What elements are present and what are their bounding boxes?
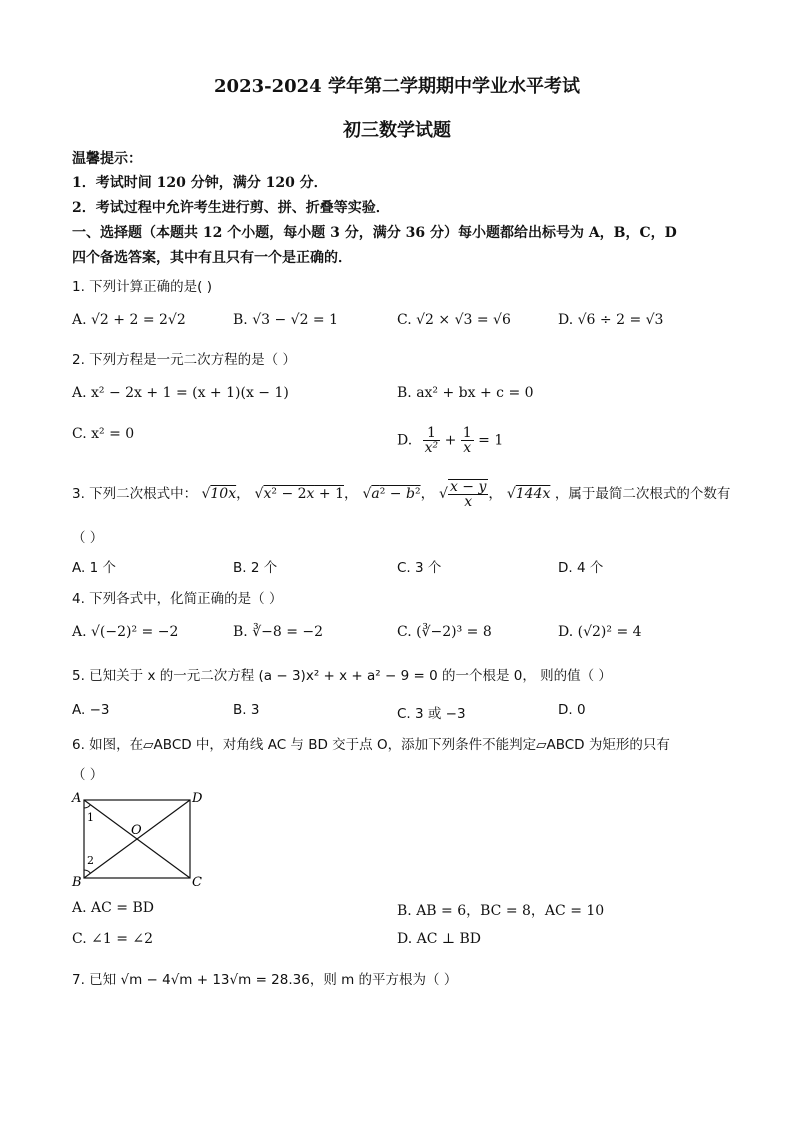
question-4-stem: 4. 下列各式中，化简正确的是（ ）	[72, 591, 283, 607]
notice-heading: 温馨提示：	[72, 151, 142, 167]
fraction-1-over-x: $\frac{1}{x}$	[462, 425, 472, 456]
question-3-answer-paren: （ ）	[72, 530, 104, 546]
question-3-stem	[72, 479, 730, 509]
question-5-stem: 5. 已知关于 x 的一元二次方程 (a − 3)x² + x + a² − 9 = 0 的一个根是 0， 则的值（ ）	[72, 668, 612, 684]
angle-1-arc	[84, 805, 91, 808]
question-4-option-d: D. (√2)² = 4	[558, 624, 642, 640]
question-6-option-b: B. AB = 6，BC = 8，AC = 10	[397, 903, 605, 919]
vertex-label-d: D	[192, 791, 203, 806]
center-label-o: O	[131, 823, 142, 838]
question-1-stem: 1. 下列计算正确的是( )	[72, 279, 212, 295]
question-1-option-a: A. √2 + 2 = 2√2	[72, 312, 186, 328]
question-2-option-c: C. x² = 0	[72, 426, 135, 442]
notice-item-2: 2．考试过程中允许考生进行剪、拼、折叠等实验．	[72, 200, 390, 216]
question-5-option-a: A. −3	[72, 702, 110, 718]
question-6-option-c: C. ∠1 = ∠2	[72, 931, 154, 947]
notice-item-1: 1．考试时间 120 分钟，满分 120 分．	[72, 175, 328, 191]
question-6-stem: 6. 如图，在▱ABCD 中，对角线 AC 与 BD 交于点 O，添加下列条件不能判定▱ABCD 为矩形的只有	[72, 737, 670, 753]
question-5-option-c: C. 3 或 −3	[397, 706, 466, 722]
question-3-option-c: C. 3 个	[397, 560, 442, 576]
angle-label-1: 1	[87, 811, 94, 824]
question-7-stem: 7. 已知 √m − 4√m + 13√m = 28.36，则 m 的平方根为（ ）	[72, 972, 458, 988]
question-3-stem-suffix: ，属于最简二次根式的个数有	[554, 486, 731, 502]
section-heading-line2: 四个备选答案，其中有且只有一个是正确的．	[72, 250, 352, 266]
question-3-option-d: D. 4 个	[558, 560, 604, 576]
angle-2-arc	[84, 870, 91, 873]
fraction-1-over-x2: $\frac{1}{\text{x²}}$	[424, 425, 439, 456]
radical-list: √10x， √x² − 2x + 1， √a² − b²， √ $\frac{x - y}{x}$ ， √144x	[201, 479, 551, 510]
question-2-option-b: B. ax² + bx + c = 0	[397, 385, 534, 401]
vertex-label-a: A	[72, 791, 82, 806]
rectangle-abcd-figure	[68, 788, 218, 890]
question-2-stem: 2. 下列方程是一元二次方程的是（ ）	[72, 352, 296, 368]
exam-subtitle: 初三数学试题	[343, 120, 451, 141]
question-3-option-b: B. 2 个	[233, 560, 278, 576]
question-3-option-a: A. 1 个	[72, 560, 116, 576]
question-5-option-b: B. 3	[233, 702, 260, 718]
question-6-option-a: A. AC = BD	[72, 900, 154, 916]
question-2-option-d: D. $\frac{1}{\text{x²}}$ + $\frac{1}{x}$ = 1	[397, 425, 504, 456]
question-6-answer-paren: （ ）	[72, 767, 104, 783]
vertex-label-c: C	[192, 875, 202, 890]
question-4-option-a: A. √(−2)² = −2	[72, 624, 179, 640]
question-4-option-b: B. ∛−8 = −2	[233, 624, 324, 640]
question-5-option-d: D. 0	[558, 702, 586, 718]
question-3-stem-prefix: 3. 下列二次根式中：	[72, 486, 198, 502]
vertex-label-b: B	[72, 875, 82, 890]
question-6-option-d: D. AC ⊥ BD	[397, 931, 482, 947]
exam-title: 2023-2024 学年第二学期期中学业水平考试	[214, 76, 580, 97]
section-heading-line1: 一、选择题（本题共 12 个小题，每小题 3 分，满分 36 分）每小题都给出标号为 A，B，C，D	[72, 225, 677, 241]
question-1-option-c: C. √2 × √3 = √6	[397, 312, 511, 328]
question-1-option-b: B. √3 − √2 = 1	[233, 312, 339, 328]
question-2-option-a: A. x² − 2x + 1 = (x + 1)(x − 1)	[72, 385, 289, 401]
question-2-option-d-label: D.	[397, 432, 413, 449]
question-1-option-d: D. √6 ÷ 2 = √3	[558, 312, 664, 328]
question-4-option-c: C. (∛−2)³ = 8	[397, 624, 492, 640]
angle-label-2: 2	[87, 854, 94, 867]
